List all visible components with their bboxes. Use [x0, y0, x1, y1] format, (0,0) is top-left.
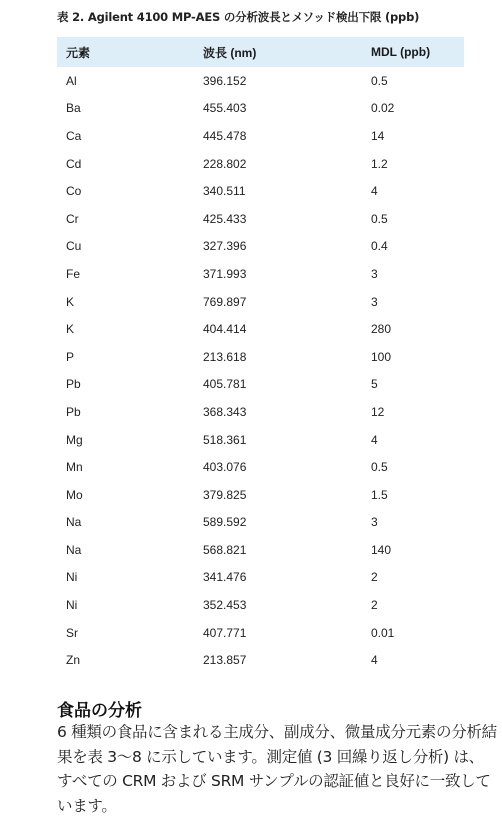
- cell-mdl: 12: [371, 404, 385, 419]
- table-row: [57, 509, 464, 537]
- table-row: [57, 67, 464, 95]
- section-body: 6 種類の食品に含まれる主成分、副成分、微量成分元素の分析結果を表 3～8 に示しています。測定値 (3 回繰り返し分析) は、すべての CRM および SRM サンプルの認証値と良好に一致しています。: [57, 723, 497, 815]
- table-row: [57, 122, 464, 150]
- cell-mdl: 0.4: [371, 239, 388, 254]
- cell-element: K: [66, 294, 75, 309]
- cell-element: Ni: [66, 598, 78, 613]
- table-row: [57, 591, 464, 619]
- cell-element: Pb: [66, 404, 81, 419]
- table-row: [57, 619, 464, 647]
- header-element: 元素: [66, 45, 91, 60]
- cell-mdl: 4: [371, 184, 378, 199]
- cell-mdl: 1.5: [371, 487, 388, 502]
- cell-element: Zn: [66, 653, 81, 668]
- cell-element: Cd: [66, 156, 82, 171]
- cell-wavelength: 455.403: [203, 101, 247, 116]
- cell-element: K: [66, 322, 75, 337]
- table-row: [57, 564, 464, 592]
- cell-wavelength: 445.478: [203, 128, 247, 143]
- cell-mdl: 3: [371, 515, 378, 530]
- cell-wavelength: 404.414: [203, 322, 247, 337]
- table-row: [57, 646, 464, 674]
- table-header: [57, 37, 464, 67]
- cell-mdl: 4: [371, 432, 378, 447]
- table-row: [57, 481, 464, 509]
- cell-element: Na: [66, 542, 82, 557]
- cell-wavelength: 425.433: [203, 211, 247, 226]
- cell-element: Mn: [66, 460, 83, 475]
- table-row: [57, 150, 464, 178]
- cell-element: Al: [66, 73, 77, 88]
- table-row: [57, 315, 464, 343]
- cell-mdl: 0.5: [371, 73, 388, 88]
- header-wavelength: 波長 (nm): [203, 45, 257, 60]
- table-caption: 表 2. Agilent 4100 MP-AES の分析波長とメソッド検出下限 (ppb): [57, 10, 420, 24]
- cell-mdl: 0.02: [371, 101, 395, 116]
- cell-element: Cu: [66, 239, 82, 254]
- table-body: [57, 67, 464, 674]
- table-row: [57, 371, 464, 399]
- cell-wavelength: 568.821: [203, 542, 247, 557]
- cell-wavelength: 518.361: [203, 432, 247, 447]
- cell-wavelength: 769.897: [203, 294, 247, 309]
- table-row: [57, 398, 464, 426]
- cell-mdl: 280: [371, 322, 392, 337]
- cell-element: Pb: [66, 377, 81, 392]
- cell-wavelength: 213.857: [203, 653, 247, 668]
- cell-wavelength: 340.511: [203, 184, 246, 199]
- cell-element: Mo: [66, 487, 83, 502]
- cell-element: Cr: [66, 211, 79, 226]
- cell-mdl: 3: [371, 266, 378, 281]
- cell-wavelength: 407.771: [203, 625, 247, 640]
- cell-wavelength: 589.592: [203, 515, 247, 530]
- cell-element: P: [66, 349, 75, 364]
- cell-mdl: 3: [371, 294, 378, 309]
- table-row: [57, 536, 464, 564]
- cell-element: Ba: [66, 101, 81, 116]
- cell-mdl: 1.2: [371, 156, 388, 171]
- cell-mdl: 0.5: [371, 211, 388, 226]
- table-row: [57, 177, 464, 205]
- table-row: [57, 288, 464, 316]
- table-row: [57, 205, 464, 233]
- cell-wavelength: 213.618: [203, 349, 247, 364]
- table-row: [57, 453, 464, 481]
- header-mdl: MDL (ppb): [371, 45, 431, 59]
- cell-wavelength: 396.152: [203, 73, 247, 88]
- cell-mdl: 2: [371, 598, 378, 613]
- section-title: 食品の分析: [57, 701, 142, 721]
- cell-wavelength: 403.076: [203, 460, 247, 475]
- cell-mdl: 4: [371, 653, 378, 668]
- cell-element: Ni: [66, 570, 78, 585]
- cell-element: Ca: [66, 128, 82, 143]
- cell-mdl: 0.5: [371, 460, 388, 475]
- table-row: [57, 260, 464, 288]
- table-row: [57, 343, 464, 371]
- cell-element: Co: [66, 184, 82, 199]
- table-row: [57, 426, 464, 454]
- cell-mdl: 100: [371, 349, 392, 364]
- cell-mdl: 2: [371, 570, 378, 585]
- cell-wavelength: 405.781: [203, 377, 247, 392]
- cell-element: Mg: [66, 432, 83, 447]
- cell-mdl: 14: [371, 128, 385, 143]
- cell-wavelength: 352.453: [203, 598, 247, 613]
- cell-mdl: 5: [371, 377, 378, 392]
- table-row: [57, 233, 464, 261]
- table-row: [57, 95, 464, 123]
- mdl-table: [57, 37, 464, 674]
- cell-mdl: 0.01: [371, 625, 395, 640]
- cell-element: Sr: [66, 625, 78, 640]
- cell-wavelength: 327.396: [203, 239, 247, 254]
- cell-wavelength: 371.993: [203, 266, 247, 281]
- header-row: [57, 37, 464, 67]
- cell-wavelength: 368.343: [203, 404, 247, 419]
- cell-wavelength: 228.802: [203, 156, 247, 171]
- cell-wavelength: 341.476: [203, 570, 247, 585]
- cell-element: Fe: [66, 266, 81, 281]
- cell-element: Na: [66, 515, 82, 530]
- cell-wavelength: 379.825: [203, 487, 247, 502]
- cell-mdl: 140: [371, 542, 392, 557]
